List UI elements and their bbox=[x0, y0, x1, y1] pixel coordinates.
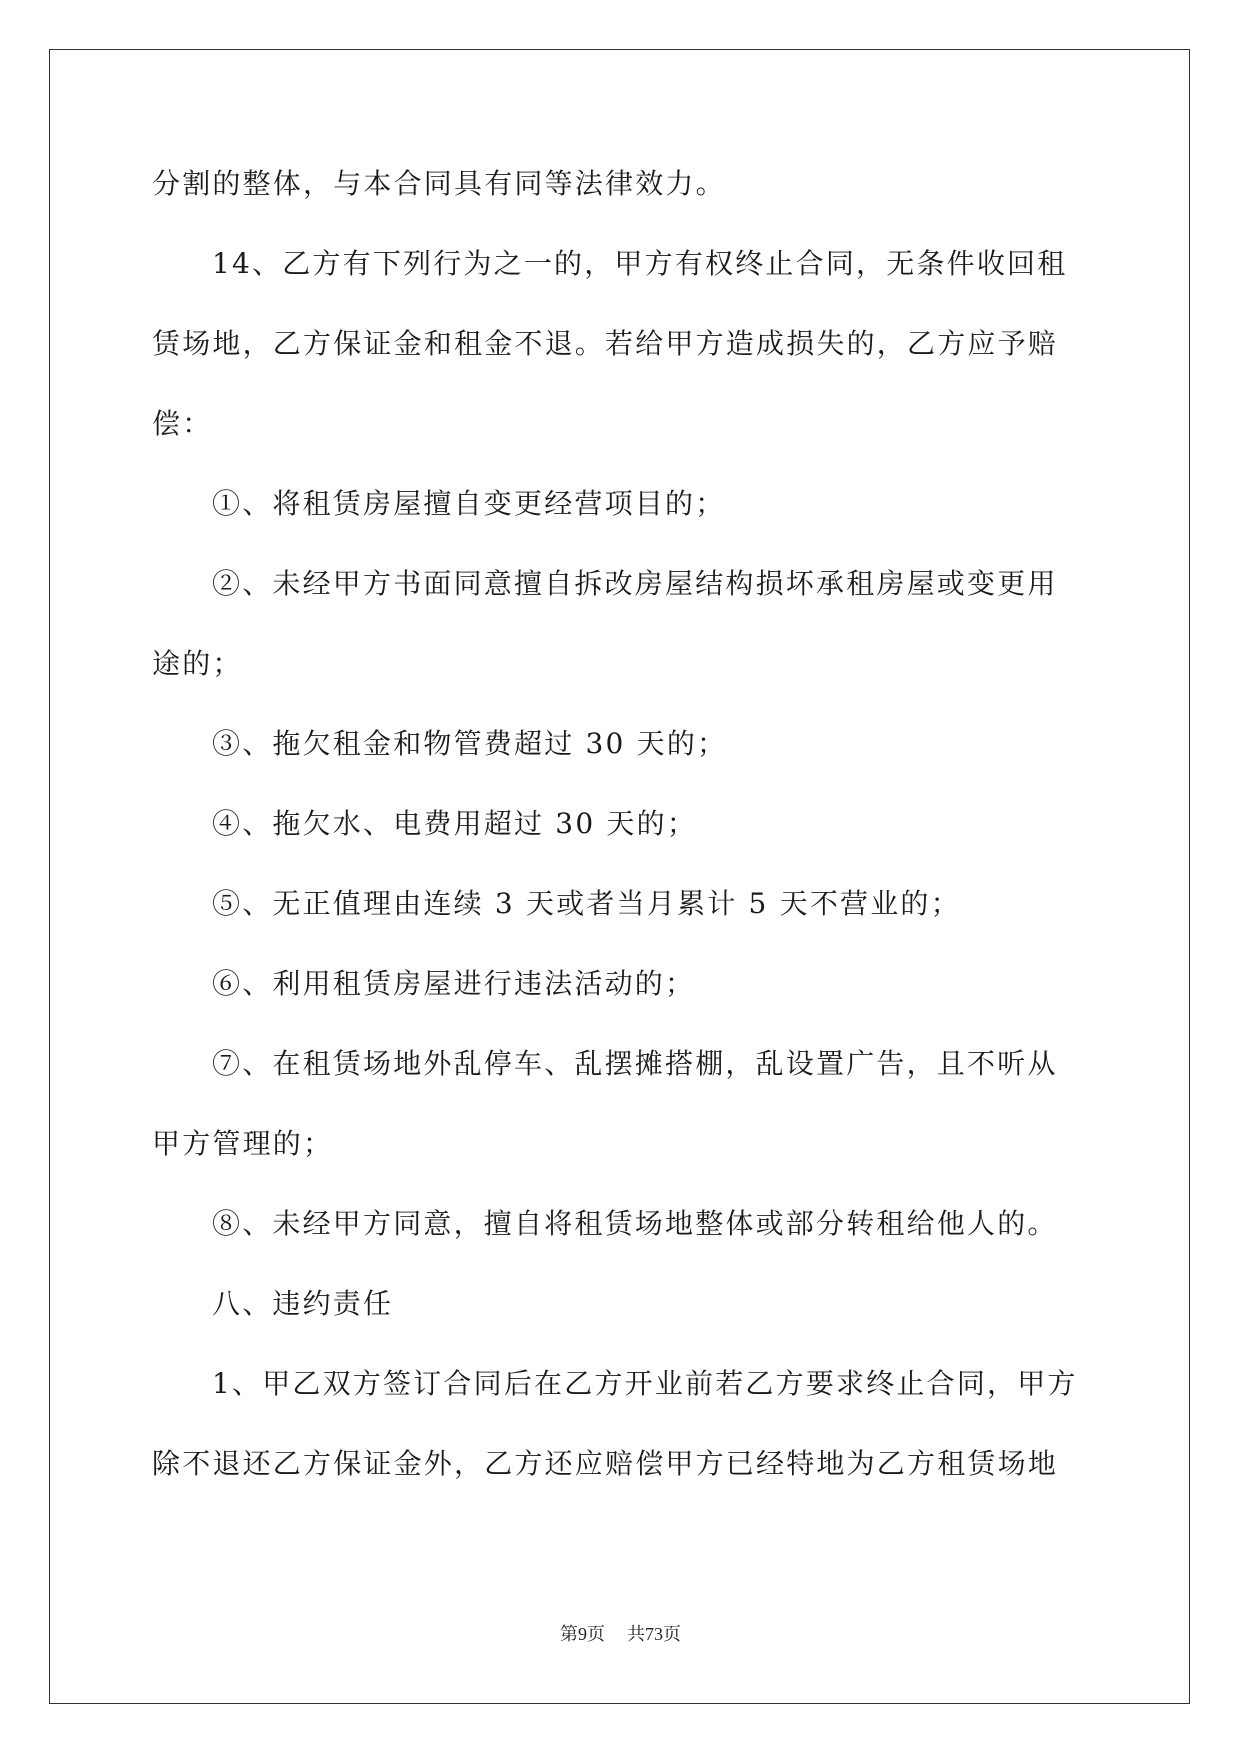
document-body bbox=[152, 154, 1092, 1514]
page-number: 9 bbox=[578, 1624, 587, 1644]
paragraph-line: ⑧、未经甲方同意，擅自将租赁场地整体或部分转租给他人的。 bbox=[212, 1207, 1058, 1240]
total-pages: 73 bbox=[645, 1624, 663, 1644]
section-heading: 八、违约责任 bbox=[212, 1287, 394, 1320]
paragraph-line: ④、拖欠水、电费用超过 30 天的； bbox=[212, 807, 698, 840]
paragraph-line: 偿： bbox=[152, 407, 213, 440]
paragraph-line: ⑥、利用租赁房屋进行违法活动的； bbox=[212, 967, 696, 1000]
paragraph-line: ①、将租赁房屋擅自变更经营项目的； bbox=[212, 487, 726, 520]
paragraph-line: 14、乙方有下列行为之一的，甲方有权终止合同，无条件收回租 bbox=[212, 247, 1068, 280]
total-prefix: 共 bbox=[627, 1624, 645, 1645]
paragraph-line: 1、甲乙双方签订合同后在乙方开业前若乙方要求终止合同，甲方 bbox=[212, 1367, 1078, 1400]
paragraph-line: 分割的整体，与本合同具有同等法律效力。 bbox=[152, 167, 726, 200]
page-suffix: 页 bbox=[587, 1624, 605, 1645]
page-prefix: 第 bbox=[560, 1624, 578, 1645]
paragraph-line: 除不退还乙方保证金外，乙方还应赔偿甲方已经特地为乙方租赁场地 bbox=[152, 1447, 1059, 1480]
paragraph-line: ③、拖欠租金和物管费超过 30 天的； bbox=[212, 727, 728, 760]
paragraph-line: 甲方管理的； bbox=[152, 1127, 334, 1160]
paragraph-line: 途的； bbox=[152, 647, 243, 680]
paragraph-line: ②、未经甲方书面同意擅自拆改房屋结构损坏承租房屋或变更用 bbox=[212, 567, 1058, 600]
paragraph-line: ⑦、在租赁场地外乱停车、乱摆摊搭棚，乱设置广告，且不听从 bbox=[212, 1047, 1058, 1080]
paragraph-line: ⑤、无正值理由连续 3 天或者当月累计 5 天不营业的； bbox=[212, 887, 961, 920]
total-suffix: 页 bbox=[663, 1624, 681, 1645]
paragraph-line: 赁场地，乙方保证金和租金不退。若给甲方造成损失的，乙方应予赔 bbox=[152, 327, 1059, 360]
page-footer bbox=[0, 1620, 1241, 1646]
